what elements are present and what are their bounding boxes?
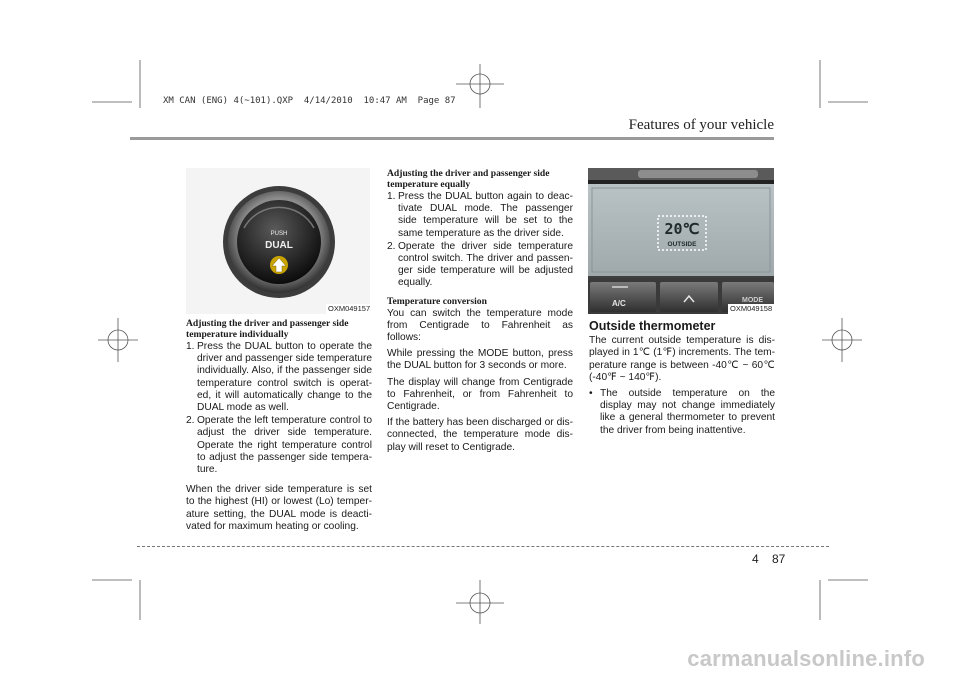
heading-individual-temp: Adjusting the driver and passenger side temperature individually [186, 318, 349, 340]
dual-button-figure [186, 168, 370, 314]
climate-panel-illustration [588, 168, 774, 314]
heading-outside-thermometer: Outside thermometer [589, 319, 716, 333]
display-temperature: 20℃ [664, 220, 700, 238]
registration-mark-bottom [456, 580, 504, 624]
push-label: PUSH [270, 231, 288, 237]
equal-steps [387, 191, 573, 290]
list-item: • The outside temperature on the display may not change immediately like a general thermometer to prevent the driver from being inattentive. [589, 388, 775, 436]
paragraph: The display will change from Centigrade to Fahrenheit, or from Fahrenheit to Centigrade. [387, 376, 573, 413]
list-item: 1. Press the DUAL button again to deac-tivate DUAL mode. The passenger side temperature will be set to the same temperature as the driver side. [387, 191, 573, 239]
outside-temp-figure [588, 168, 774, 314]
ac-button-label: A/C [612, 299, 626, 308]
thermometer-bullets [589, 388, 775, 437]
mode-button-label: MODE [742, 297, 763, 304]
list-item: 1. Press the DUAL button to operate the driver and passenger side temperature individually. Also, if the passenger side temperature control switch is operat-ed, it will automatically change to the DUAL mode as well. [186, 341, 372, 414]
dual-deactivation-note: When the driver side temperature is set to the highest (HI) or lowest (Lo) temper-ature setting, the DUAL mode is deacti-vated for maximum heating or cooling. [186, 484, 372, 532]
paragraph: If the battery has been discharged or dis-connected, the temperature mode dis-play will reset to Centigrade. [387, 417, 573, 453]
registration-mark-left [98, 318, 138, 362]
print-header: XM CAN (ENG) 4(~101).QXP 4/14/2010 10:47 AM Page 87 [163, 96, 456, 106]
dual-label: DUAL [265, 240, 293, 251]
figure-caption-left: OXM049157 [328, 304, 371, 313]
heading-equal-temp: Adjusting the driver and passenger side temperature equally [387, 168, 550, 190]
registration-mark-top [456, 64, 504, 108]
heading-temp-conversion: Temperature conversion [387, 295, 487, 307]
title-rule [130, 137, 774, 140]
left-column [186, 318, 372, 537]
page-number: 87 [772, 552, 786, 566]
section-title: Features of your vehicle [628, 117, 774, 133]
chapter-number: 4 [752, 552, 759, 566]
registration-mark-right [822, 318, 862, 362]
individual-steps [186, 341, 372, 476]
paragraph: While pressing the MODE button, press the DUAL button for 3 seconds or more. [387, 348, 573, 372]
thermometer-paragraph: The current outside temperature is dis-played in 1℃ (1℉) increments. The tem-perature range is between -40℃ ~ 60℃ (-40℉ ~ 140℉). [589, 335, 775, 383]
list-item: 2. Operate the left temperature control to adjust the driver side temperature. Operate the right temperature control to adjust the passenger side tempera-ture. [186, 415, 372, 476]
middle-column [387, 168, 573, 458]
paragraph: You can switch the temperature mode from Centigrade to Fahrenheit as follows: [387, 307, 573, 344]
display-outside-label: OUTSIDE [667, 241, 697, 248]
press-arrow-icon [270, 256, 288, 274]
list-item: 2. Operate the driver side temperature control switch. The driver and passen-ger side temperature will be adjusted equally. [387, 240, 573, 289]
watermark: carmanualsonline.info [687, 646, 925, 671]
figure-caption-right: OXM049158 [730, 304, 773, 313]
footer-rule [137, 546, 829, 547]
right-column [589, 318, 775, 441]
dual-button-illustration [186, 168, 370, 314]
